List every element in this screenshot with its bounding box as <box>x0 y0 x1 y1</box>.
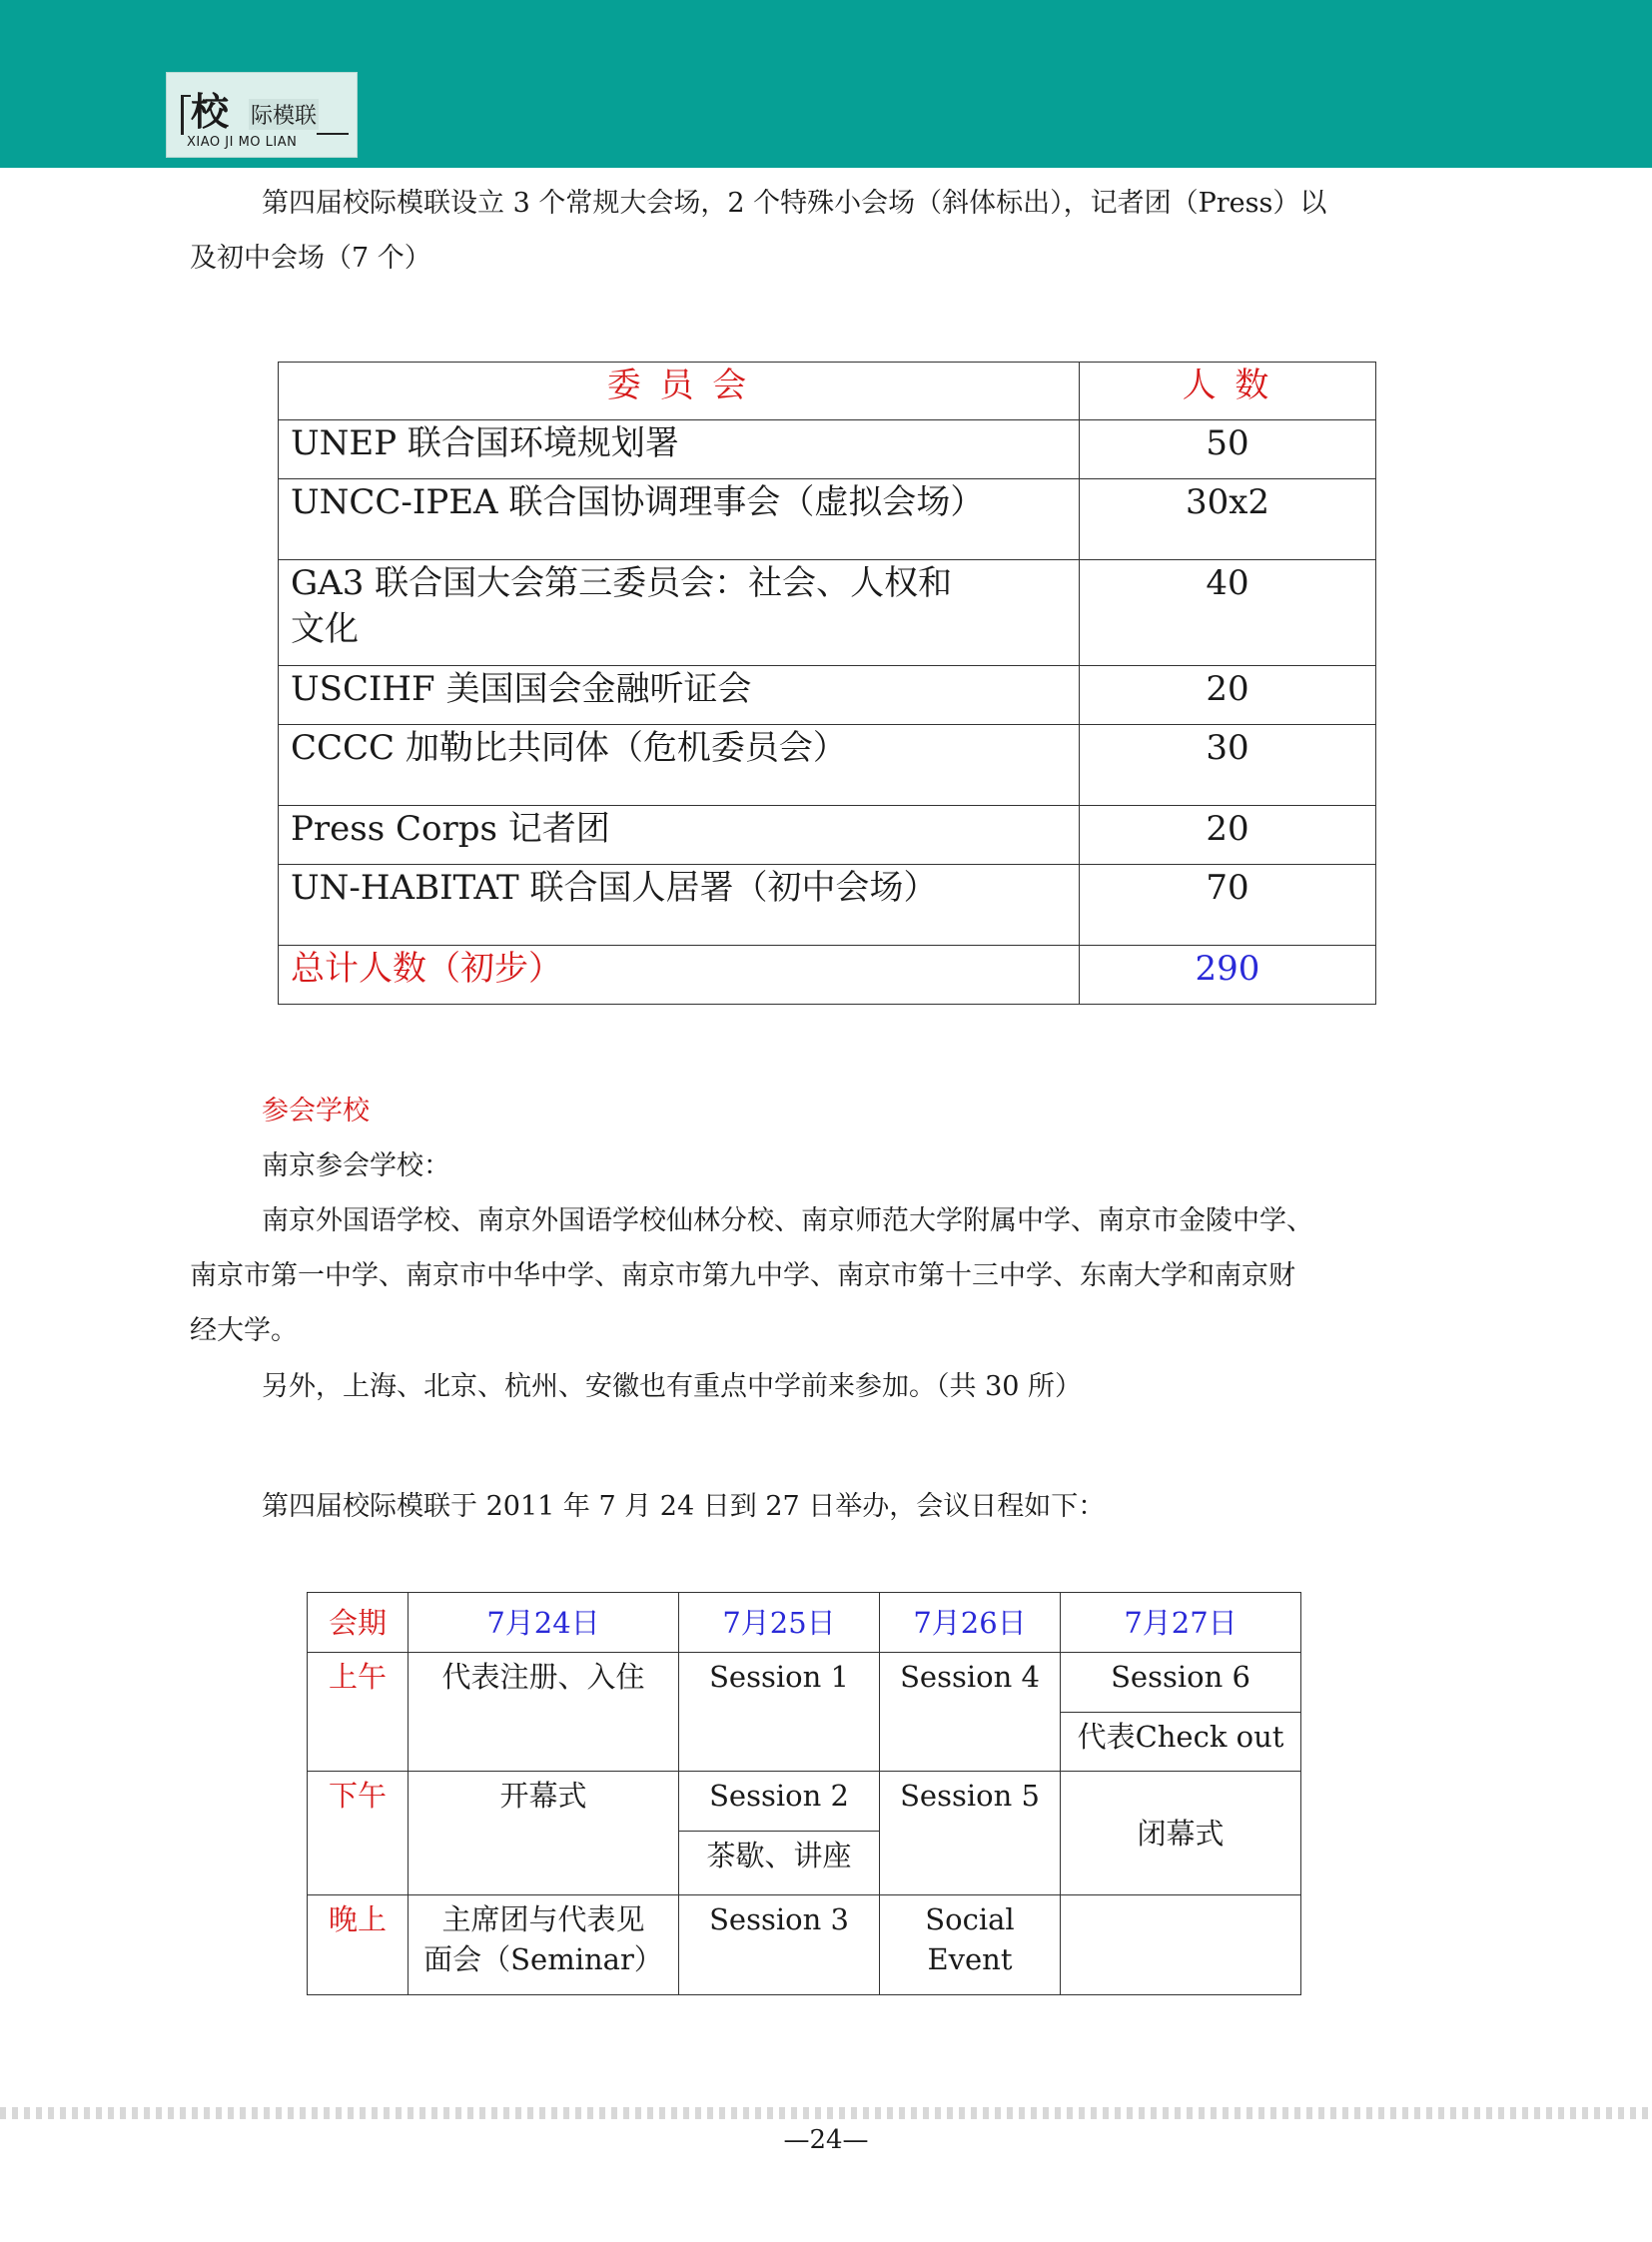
committee-name: Press Corps 记者团 <box>279 806 1080 865</box>
committee-count: 20 <box>1080 666 1376 725</box>
schedule-cell: 开幕式 <box>409 1772 679 1895</box>
schedule-cell <box>880 1895 1061 1995</box>
table-total-row <box>279 946 1376 1005</box>
schedule-cell: Session 6 <box>1061 1653 1301 1713</box>
total-label: 总计人数（初步） <box>279 946 1080 1005</box>
nanjing-line-1: 南京外国语学校、南京外国语学校仙林分校、南京师范大学附属中学、南京市金陵中学、 <box>262 1205 1313 1236</box>
schedule-date: 7月24日 <box>409 1593 679 1653</box>
schedule-cell: Session 1 <box>679 1653 880 1772</box>
schedule-cell: 闭幕式 <box>1061 1772 1301 1895</box>
table-row <box>279 666 1376 725</box>
schedule-cell: Session 5 <box>880 1772 1061 1895</box>
schedule-table <box>307 1592 1301 1995</box>
schedule-corner: 会期 <box>308 1593 409 1653</box>
committee-count: 70 <box>1080 865 1376 946</box>
committee-name-line: GA3 联合国大会第三委员会：社会、人权和 <box>291 563 953 603</box>
committee-name: UNCC-IPEA 联合国协调理事会（虚拟会场） <box>279 479 1080 560</box>
logo-frame-line <box>317 133 349 135</box>
schedule-cell <box>1061 1895 1301 1995</box>
schedule-cell-line: 主席团与代表见 <box>441 1902 645 1936</box>
schedule-cell: 代表注册、入住 <box>409 1653 679 1772</box>
committee-count: 20 <box>1080 806 1376 865</box>
total-count: 290 <box>1080 946 1376 1005</box>
intro-line-2: 及初中会场（7 个） <box>190 243 431 274</box>
schedule-row-afternoon <box>308 1772 1301 1832</box>
nanjing-line-2: 南京市第一中学、南京市中华中学、南京市第九中学、南京市第十三中学、东南大学和南京财 <box>190 1260 1295 1291</box>
schedule-date: 7月26日 <box>880 1593 1061 1653</box>
logo-pinyin: XIAO JI MO LIAN <box>187 135 298 150</box>
nanjing-label: 南京参会学校： <box>262 1150 450 1181</box>
schedule-date: 7月25日 <box>679 1593 880 1653</box>
committee-count: 30 <box>1080 725 1376 806</box>
schedule-intro: 第四届校际模联于 2011 年 7 月 24 日到 27 日举办，会议日程如下： <box>262 1491 1106 1522</box>
table-header-row <box>279 363 1376 420</box>
table-row <box>279 806 1376 865</box>
schedule-cell <box>409 1895 679 1995</box>
committee-count: 40 <box>1080 560 1376 666</box>
committee-name: USCIHF 美国国会金融听证会 <box>279 666 1080 725</box>
table-row <box>279 420 1376 479</box>
committee-name: CCCC 加勒比共同体（危机委员会） <box>279 725 1080 806</box>
footer-divider <box>0 2107 1652 2119</box>
nanjing-line-3: 经大学。 <box>190 1315 298 1346</box>
schedule-cell: Session 4 <box>880 1653 1061 1772</box>
logo-sub-text: 际模联 <box>249 99 319 130</box>
committee-name <box>279 560 1080 666</box>
schedule-header-row <box>308 1593 1301 1653</box>
committee-name: UNEP 联合国环境规划署 <box>279 420 1080 479</box>
schedule-row-evening <box>308 1895 1301 1995</box>
schedule-date: 7月27日 <box>1061 1593 1301 1653</box>
schedule-row-morning <box>308 1653 1301 1713</box>
period-label: 晚上 <box>308 1895 409 1995</box>
schedule-cell-line: Social <box>925 1902 1015 1936</box>
committee-name: UN-HABITAT 联合国人居署（初中会场） <box>279 865 1080 946</box>
schools-heading: 参会学校 <box>262 1096 370 1126</box>
committee-table <box>278 362 1376 1005</box>
committee-count: 50 <box>1080 420 1376 479</box>
header-committee: 委 员 会 <box>279 363 1080 420</box>
header-count: 人 数 <box>1080 363 1376 420</box>
table-row <box>279 560 1376 666</box>
period-label: 上午 <box>308 1653 409 1772</box>
intro-line-1: 第四届校际模联设立 3 个常规大会场，2 个特殊小会场（斜体标出），记者团（Press）以 <box>262 188 1327 219</box>
other-schools: 另外，上海、北京、杭州、安徽也有重点中学前来参加。（共 30 所） <box>262 1371 1083 1402</box>
logo <box>166 72 358 158</box>
logo-frame-line <box>181 95 184 135</box>
logo-main-char: 校 <box>191 89 230 134</box>
table-row <box>279 725 1376 806</box>
table-row <box>279 865 1376 946</box>
schedule-cell: 代表Check out <box>1061 1713 1301 1772</box>
schedule-cell-line: 面会（Seminar） <box>423 1942 663 1976</box>
period-label: 下午 <box>308 1772 409 1895</box>
schedule-cell: 茶歇、讲座 <box>679 1832 880 1895</box>
committee-count: 30x2 <box>1080 479 1376 560</box>
schedule-cell: Session 3 <box>679 1895 880 1995</box>
schedule-cell: Session 2 <box>679 1772 880 1832</box>
committee-name-line: 文化 <box>291 609 359 649</box>
table-row <box>279 479 1376 560</box>
page-number: —24— <box>783 2125 869 2155</box>
logo-frame-line <box>181 95 191 97</box>
schedule-cell-line: Event <box>927 1942 1013 1976</box>
